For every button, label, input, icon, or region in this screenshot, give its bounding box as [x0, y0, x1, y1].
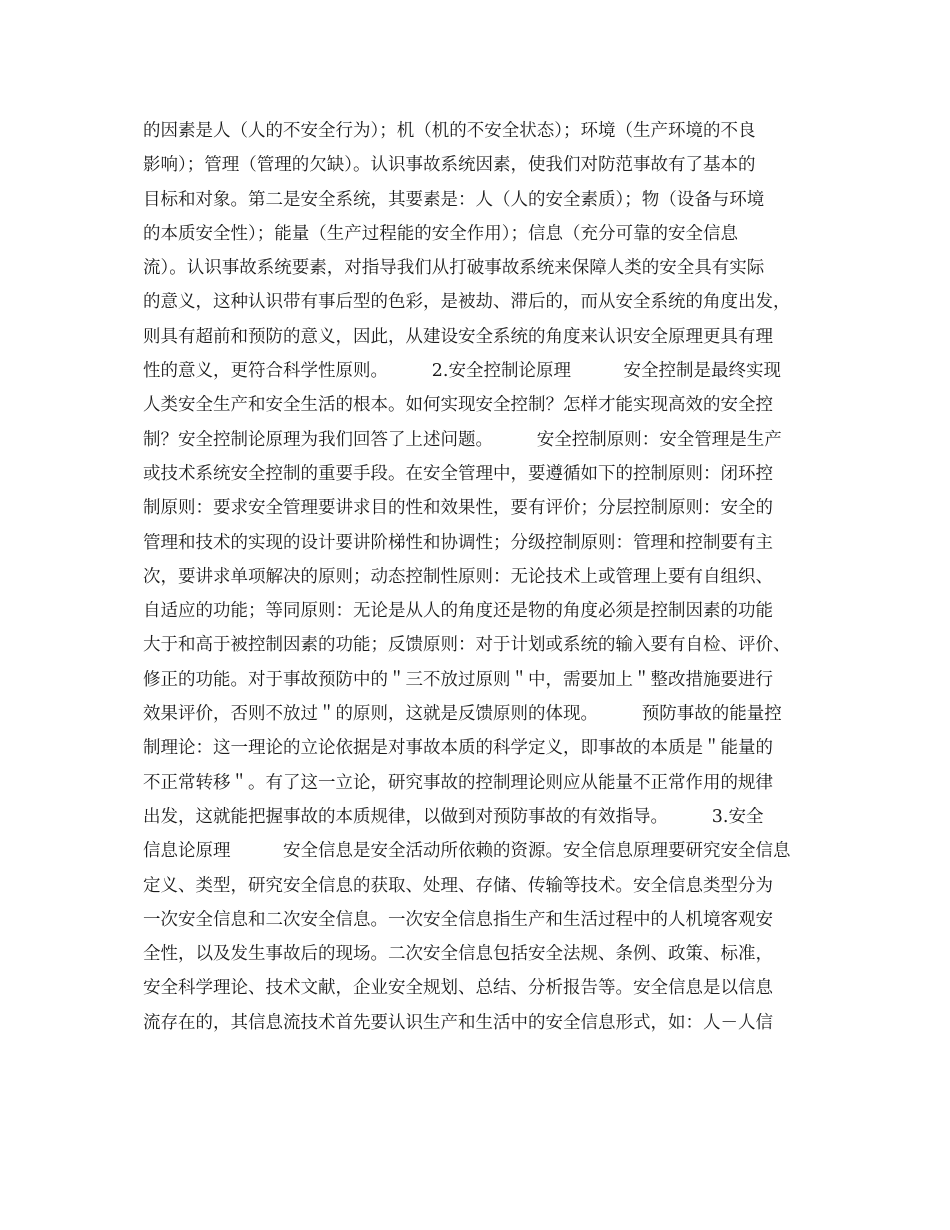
text-line: 制理论：这一理论的立论依据是对事故本质的科学定义，即事故的本质是＂能量的	[143, 738, 773, 759]
text-line: 大于和高于被控制因素的功能；反馈原则：对于计划或系统的输入要有自检、评价、	[143, 635, 791, 656]
text-line: 一次安全信息和二次安全信息。一次安全信息指生产和生活过程中的人机境客观安	[143, 909, 773, 930]
text-line: 效果评价，否则不放过＂的原则，这就是反馈原则的体现。 预防事故的能量控	[143, 704, 782, 725]
text-line: 影响）；管理（管理的欠缺）。认识事故系统因素，使我们对防范事故有了基本的	[143, 155, 756, 176]
text-line: 管理和技术的实现的设计要讲阶梯性和协调性；分级控制原则：管理和控制要有主	[143, 532, 773, 553]
text-line: 的本质安全性）；能量（生产过程能的安全作用）；信息（充分可靠的安全信息	[143, 223, 738, 244]
text-line: 安全科学理论、技术文献，企业安全规划、总结、分析报告等。安全信息是以信息	[143, 978, 773, 999]
text-line: 的意义，这种认识带有事后型的色彩，是被劫、滞后的，而从安全系统的角度出发，	[143, 292, 791, 313]
text-line: 性的意义，更符合科学性原则。 2.安全控制论原理 安全控制是最终实现	[143, 361, 781, 382]
text-line: 目标和对象。第二是安全系统，其要素是：人（人的安全素质）；物（设备与环境	[143, 189, 765, 210]
text-line: 流存在的，其信息流技术首先要认识生产和生活中的安全信息形式，如：人－人信	[143, 1012, 773, 1033]
text-line: 修正的功能。对于事故预防中的＂三不放过原则＂中，需要加上＂整改措施要进行	[143, 669, 773, 690]
text-line: 全性，以及发生事故后的现场。二次安全信息包括安全法规、条例、政策、标准，	[143, 944, 773, 965]
text-line: 信息论原理 安全信息是安全活动所依赖的资源。安全信息原理要研究安全信息	[143, 841, 791, 862]
text-line: 则具有超前和预防的意义，因此，从建设安全系统的角度来认识安全原理更具有理	[143, 326, 773, 347]
text-line: 自适应的功能；等同原则：无论是从人的角度还是物的角度必须是控制因素的功能	[143, 601, 773, 622]
text-line: 制？安全控制论原理为我们回答了上述问题。 安全控制原则：安全管理是生产	[143, 429, 782, 450]
text-line: 不正常转移＂。有了这一立论，研究事故的控制理论则应从能量不正常作用的规律	[143, 772, 773, 793]
text-line: 或技术系统安全控制的重要手段。在安全管理中，要遵循如下的控制原则：闭环控	[143, 463, 773, 484]
text-line: 流）。认识事故系统要素，对指导我们从打破事故系统来保障人类的安全具有实际	[143, 258, 765, 279]
text-line: 次，要讲求单项解决的原则；动态控制性原则：无论技术上或管理上要有自组织、	[143, 566, 773, 587]
body-text	[143, 114, 833, 1040]
text-line: 制原则：要求安全管理要讲求目的性和效果性，要有评价；分层控制原则：安全的	[143, 498, 773, 519]
text-line: 人类安全生产和安全生活的根本。如何实现安全控制？怎样才能实现高效的安全控	[143, 395, 773, 416]
text-line: 定义、类型，研究安全信息的获取、处理、存储、传输等技术。安全信息类型分为	[143, 875, 773, 896]
text-line: 的因素是人（人的不安全行为）；机（机的不安全状态）；环境（生产环境的不良	[143, 121, 756, 141]
text-line: 出发，这就能把握事故的本质规律，以做到对预防事故的有效指导。 3.安全	[143, 806, 764, 827]
